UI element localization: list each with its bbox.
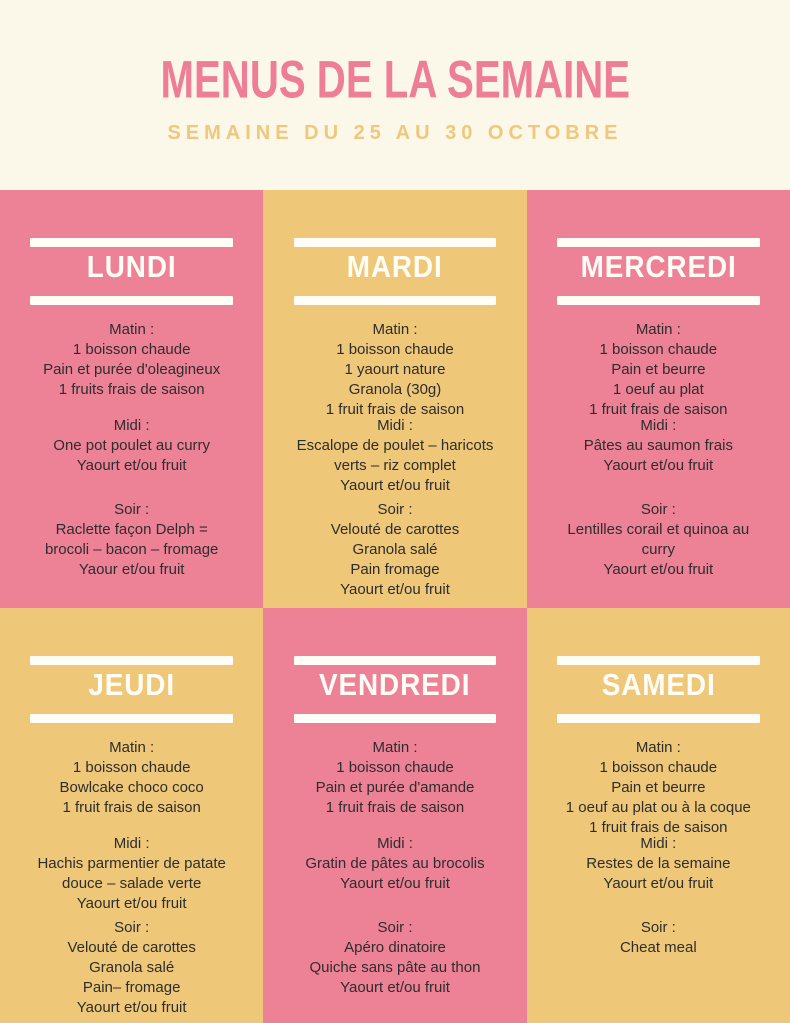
meal-item: 1 boisson chaude: [599, 759, 718, 776]
meal-item: 1 oeuf au plat: [612, 381, 704, 398]
day-title: MERCREDI: [580, 249, 737, 284]
meal-item: Pain– fromage: [82, 979, 181, 996]
meal-item: 1 fruit frais de saison: [325, 401, 465, 418]
title-divider-top: [294, 238, 497, 247]
day-card-mercredi: [527, 190, 790, 608]
meal-item: Yaourt et/ou fruit: [340, 979, 450, 996]
meal-group-midi: [263, 834, 526, 894]
meal-item: Yaourt et/ou fruit: [340, 875, 450, 892]
meal-item: Granola salé: [352, 541, 438, 558]
title-divider-top: [557, 656, 760, 665]
meal-item: Yaourt et/ou fruit: [603, 561, 714, 578]
day-card-samedi: [527, 608, 790, 1023]
meal-group-soir: [0, 500, 263, 580]
meal-label: Soir :: [640, 919, 676, 936]
meal-label: Matin :: [372, 321, 418, 338]
meal-item: Yaourt et/ou fruit: [76, 457, 187, 474]
title-divider-bottom: [557, 296, 760, 305]
meal-group-midi: [0, 416, 263, 476]
title-divider-bottom: [294, 714, 497, 723]
meal-item: Pain fromage: [350, 561, 440, 578]
meal-label: Midi :: [113, 417, 150, 434]
meal-item: Apéro dinatoire: [344, 939, 446, 956]
meal-label: Midi :: [113, 835, 150, 852]
meal-label: Soir :: [377, 501, 413, 518]
meal-item: Bowlcake choco coco: [59, 779, 204, 796]
meal-label: Soir :: [640, 501, 676, 518]
meal-item: 1 fruits frais de saison: [58, 381, 205, 398]
day-title: JEUDI: [88, 667, 175, 702]
meal-label: Midi :: [377, 835, 413, 852]
meal-group-soir: [527, 500, 790, 580]
meal-group-soir: [527, 918, 790, 958]
meal-group-midi: [527, 416, 790, 476]
meal-item: Restes de la semaine: [586, 855, 731, 872]
meal-group-matin: [263, 738, 526, 818]
meal-item: 1 fruit frais de saison: [589, 401, 728, 418]
meal-item: 1 boisson chaude: [72, 341, 191, 358]
meal-group-midi: [263, 416, 526, 496]
meal-item: Hachis parmentier de patate: [37, 855, 226, 872]
meal-item: Pain et purée d'amande: [315, 779, 475, 796]
meal-group-soir: [263, 500, 526, 600]
meal-item: Yaourt et/ou fruit: [603, 457, 714, 474]
meal-item: 1 yaourt nature: [344, 361, 446, 378]
meal-item: 1 fruit frais de saison: [325, 799, 465, 816]
meal-label: Soir :: [114, 919, 150, 936]
title-divider-bottom: [557, 714, 760, 723]
meal-item: 1 boisson chaude: [336, 759, 454, 776]
title-divider-top: [557, 238, 760, 247]
title-divider-top: [294, 656, 497, 665]
meal-item: 1 oeuf au plat ou à la coque: [565, 799, 751, 816]
meal-item: Granola (30g): [348, 381, 442, 398]
meal-label: Soir :: [114, 501, 150, 518]
day-title: VENDREDI: [319, 667, 471, 702]
meal-label: Matin :: [635, 739, 681, 756]
meal-item: Yaourt et/ou fruit: [76, 999, 187, 1016]
page-subtitle: SEMAINE DU 25 AU 30 OCTOBRE: [167, 121, 623, 144]
meal-group-matin: [527, 320, 790, 420]
day-title: MARDI: [347, 249, 443, 284]
day-title: LUNDI: [86, 249, 177, 284]
meal-item: Yaourt et/ou fruit: [340, 581, 450, 598]
day-card-lundi: [0, 190, 263, 608]
meal-item: Gratin de pâtes au brocolis: [305, 855, 485, 872]
meal-group-soir: [263, 918, 526, 998]
meal-item: Velouté de carottes: [330, 521, 460, 538]
meal-item: curry: [641, 541, 675, 558]
meal-group-soir: [0, 918, 263, 1018]
meal-item: Yaour et/ou fruit: [78, 561, 185, 578]
meal-item: Yaourt et/ou fruit: [76, 895, 187, 912]
meal-item: Raclette façon Delph =: [55, 521, 208, 538]
meal-group-matin: [527, 738, 790, 838]
page-header: [0, 0, 790, 190]
title-divider-top: [30, 238, 233, 247]
meal-label: Soir :: [377, 919, 413, 936]
meal-label: Midi :: [377, 417, 413, 434]
meal-item: Velouté de carottes: [67, 939, 196, 956]
meal-item: One pot poulet au curry: [53, 437, 211, 454]
day-title: SAMEDI: [601, 667, 716, 702]
title-divider-bottom: [30, 296, 233, 305]
meal-item: Granola salé: [89, 959, 175, 976]
meal-item: 1 fruit frais de saison: [62, 799, 201, 816]
meal-item: 1 boisson chaude: [336, 341, 454, 358]
meal-group-matin: [263, 320, 526, 420]
meal-item: Lentilles corail et quinoa au: [567, 521, 750, 538]
meal-label: Matin :: [109, 321, 155, 338]
meal-label: Midi :: [640, 835, 677, 852]
meal-item: 1 boisson chaude: [72, 759, 191, 776]
meal-group-matin: [0, 738, 263, 818]
meal-label: Matin :: [109, 739, 155, 756]
meal-item: Cheat meal: [619, 939, 697, 956]
meal-label: Midi :: [640, 417, 677, 434]
title-divider-bottom: [30, 714, 233, 723]
meal-item: Yaourt et/ou fruit: [603, 875, 714, 892]
meal-item: Pain et beurre: [611, 779, 706, 796]
meal-item: Quiche sans pâte au thon: [309, 959, 481, 976]
meal-item: douce – salade verte: [62, 875, 202, 892]
day-card-vendredi: [263, 608, 526, 1023]
day-card-mardi: [263, 190, 526, 608]
meal-label: Matin :: [635, 321, 681, 338]
meal-item: Pâtes au saumon frais: [583, 437, 733, 454]
meal-item: Yaourt et/ou fruit: [340, 477, 450, 494]
meal-label: Matin :: [372, 739, 418, 756]
meal-item: Pain et beurre: [611, 361, 706, 378]
page-title: MENUS DE LA SEMAINE: [160, 50, 630, 109]
meal-item: 1 fruit frais de saison: [589, 819, 728, 836]
meal-item: verts – riz complet: [334, 457, 456, 474]
meal-group-matin: [0, 320, 263, 400]
day-card-jeudi: [0, 608, 263, 1023]
title-divider-top: [30, 656, 233, 665]
week-grid: [0, 190, 790, 1023]
meal-item: Pain et purée d'oleagineux: [43, 361, 221, 378]
meal-item: Escalope de poulet – haricots: [296, 437, 494, 454]
title-divider-bottom: [294, 296, 497, 305]
meal-item: 1 boisson chaude: [599, 341, 718, 358]
meal-item: brocoli – bacon – fromage: [44, 541, 219, 558]
meal-group-midi: [527, 834, 790, 894]
meal-group-midi: [0, 834, 263, 914]
